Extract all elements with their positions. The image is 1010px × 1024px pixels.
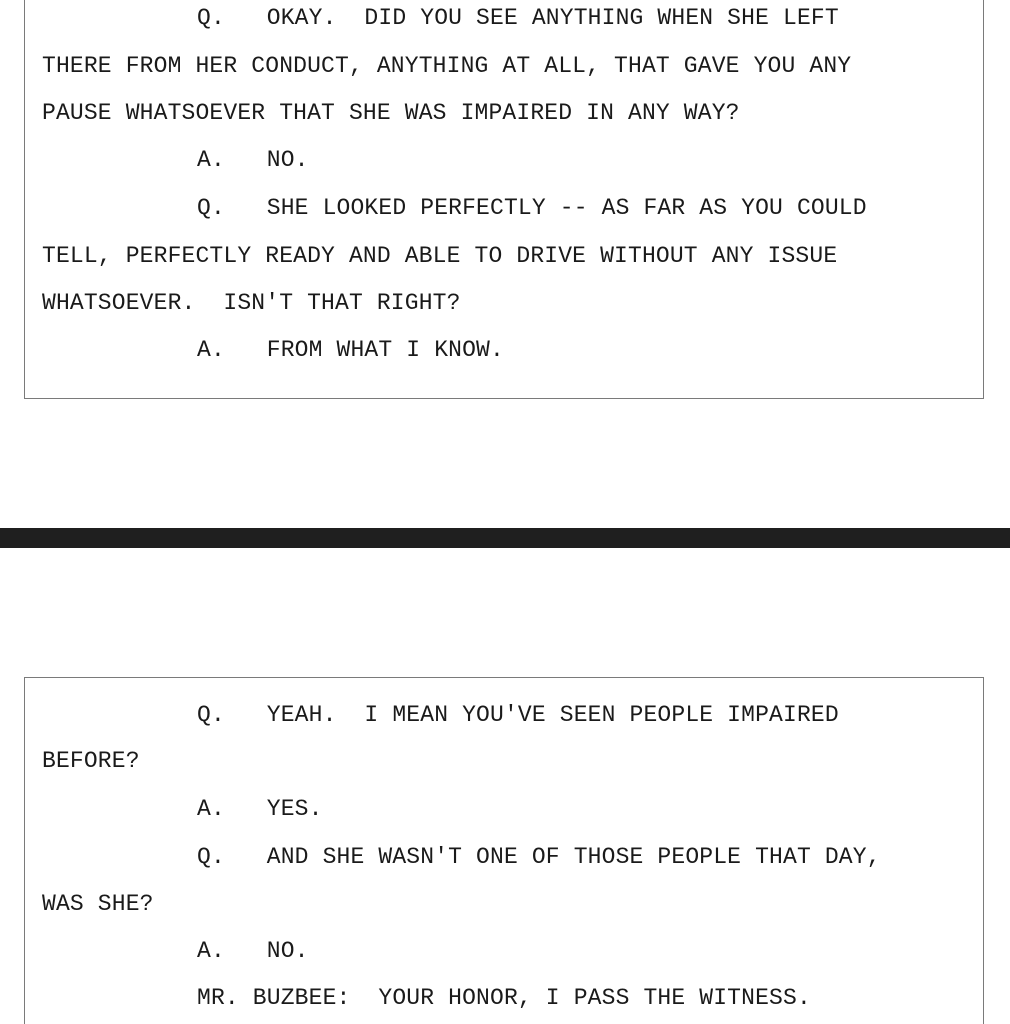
transcript-excerpt-bottom	[24, 677, 984, 1024]
transcript-excerpt-top	[24, 0, 984, 399]
transcript-line: A. NO.	[197, 938, 309, 964]
transcript-line: WAS SHE?	[42, 891, 154, 917]
transcript-line: Q. YEAH. I MEAN YOU'VE SEEN PEOPLE IMPAIRED	[197, 702, 839, 728]
transcript-line: A. NO.	[197, 147, 309, 173]
transcript-line: Q. SHE LOOKED PERFECTLY -- AS FAR AS YOU COULD	[197, 195, 867, 221]
transcript-line: TELL, PERFECTLY READY AND ABLE TO DRIVE WITHOUT ANY ISSUE	[42, 243, 838, 269]
transcript-line: MR. BUZBEE: YOUR HONOR, I PASS THE WITNESS.	[197, 985, 811, 1011]
transcript-line: THERE FROM HER CONDUCT, ANYTHING AT ALL, THAT GAVE YOU ANY	[42, 53, 852, 79]
transcript-line: Q. OKAY. DID YOU SEE ANYTHING WHEN SHE LEFT	[197, 5, 839, 31]
transcript-line: Q. AND SHE WASN'T ONE OF THOSE PEOPLE THAT DAY,	[197, 844, 881, 870]
transcript-line: PAUSE WHATSOEVER THAT SHE WAS IMPAIRED IN ANY WAY?	[42, 100, 740, 126]
transcript-line: A. FROM WHAT I KNOW.	[197, 337, 504, 363]
transcript-line: BEFORE?	[42, 748, 140, 774]
section-divider	[0, 528, 1010, 548]
transcript-line: WHATSOEVER. ISN'T THAT RIGHT?	[42, 290, 461, 316]
transcript-line: A. YES.	[197, 796, 323, 822]
